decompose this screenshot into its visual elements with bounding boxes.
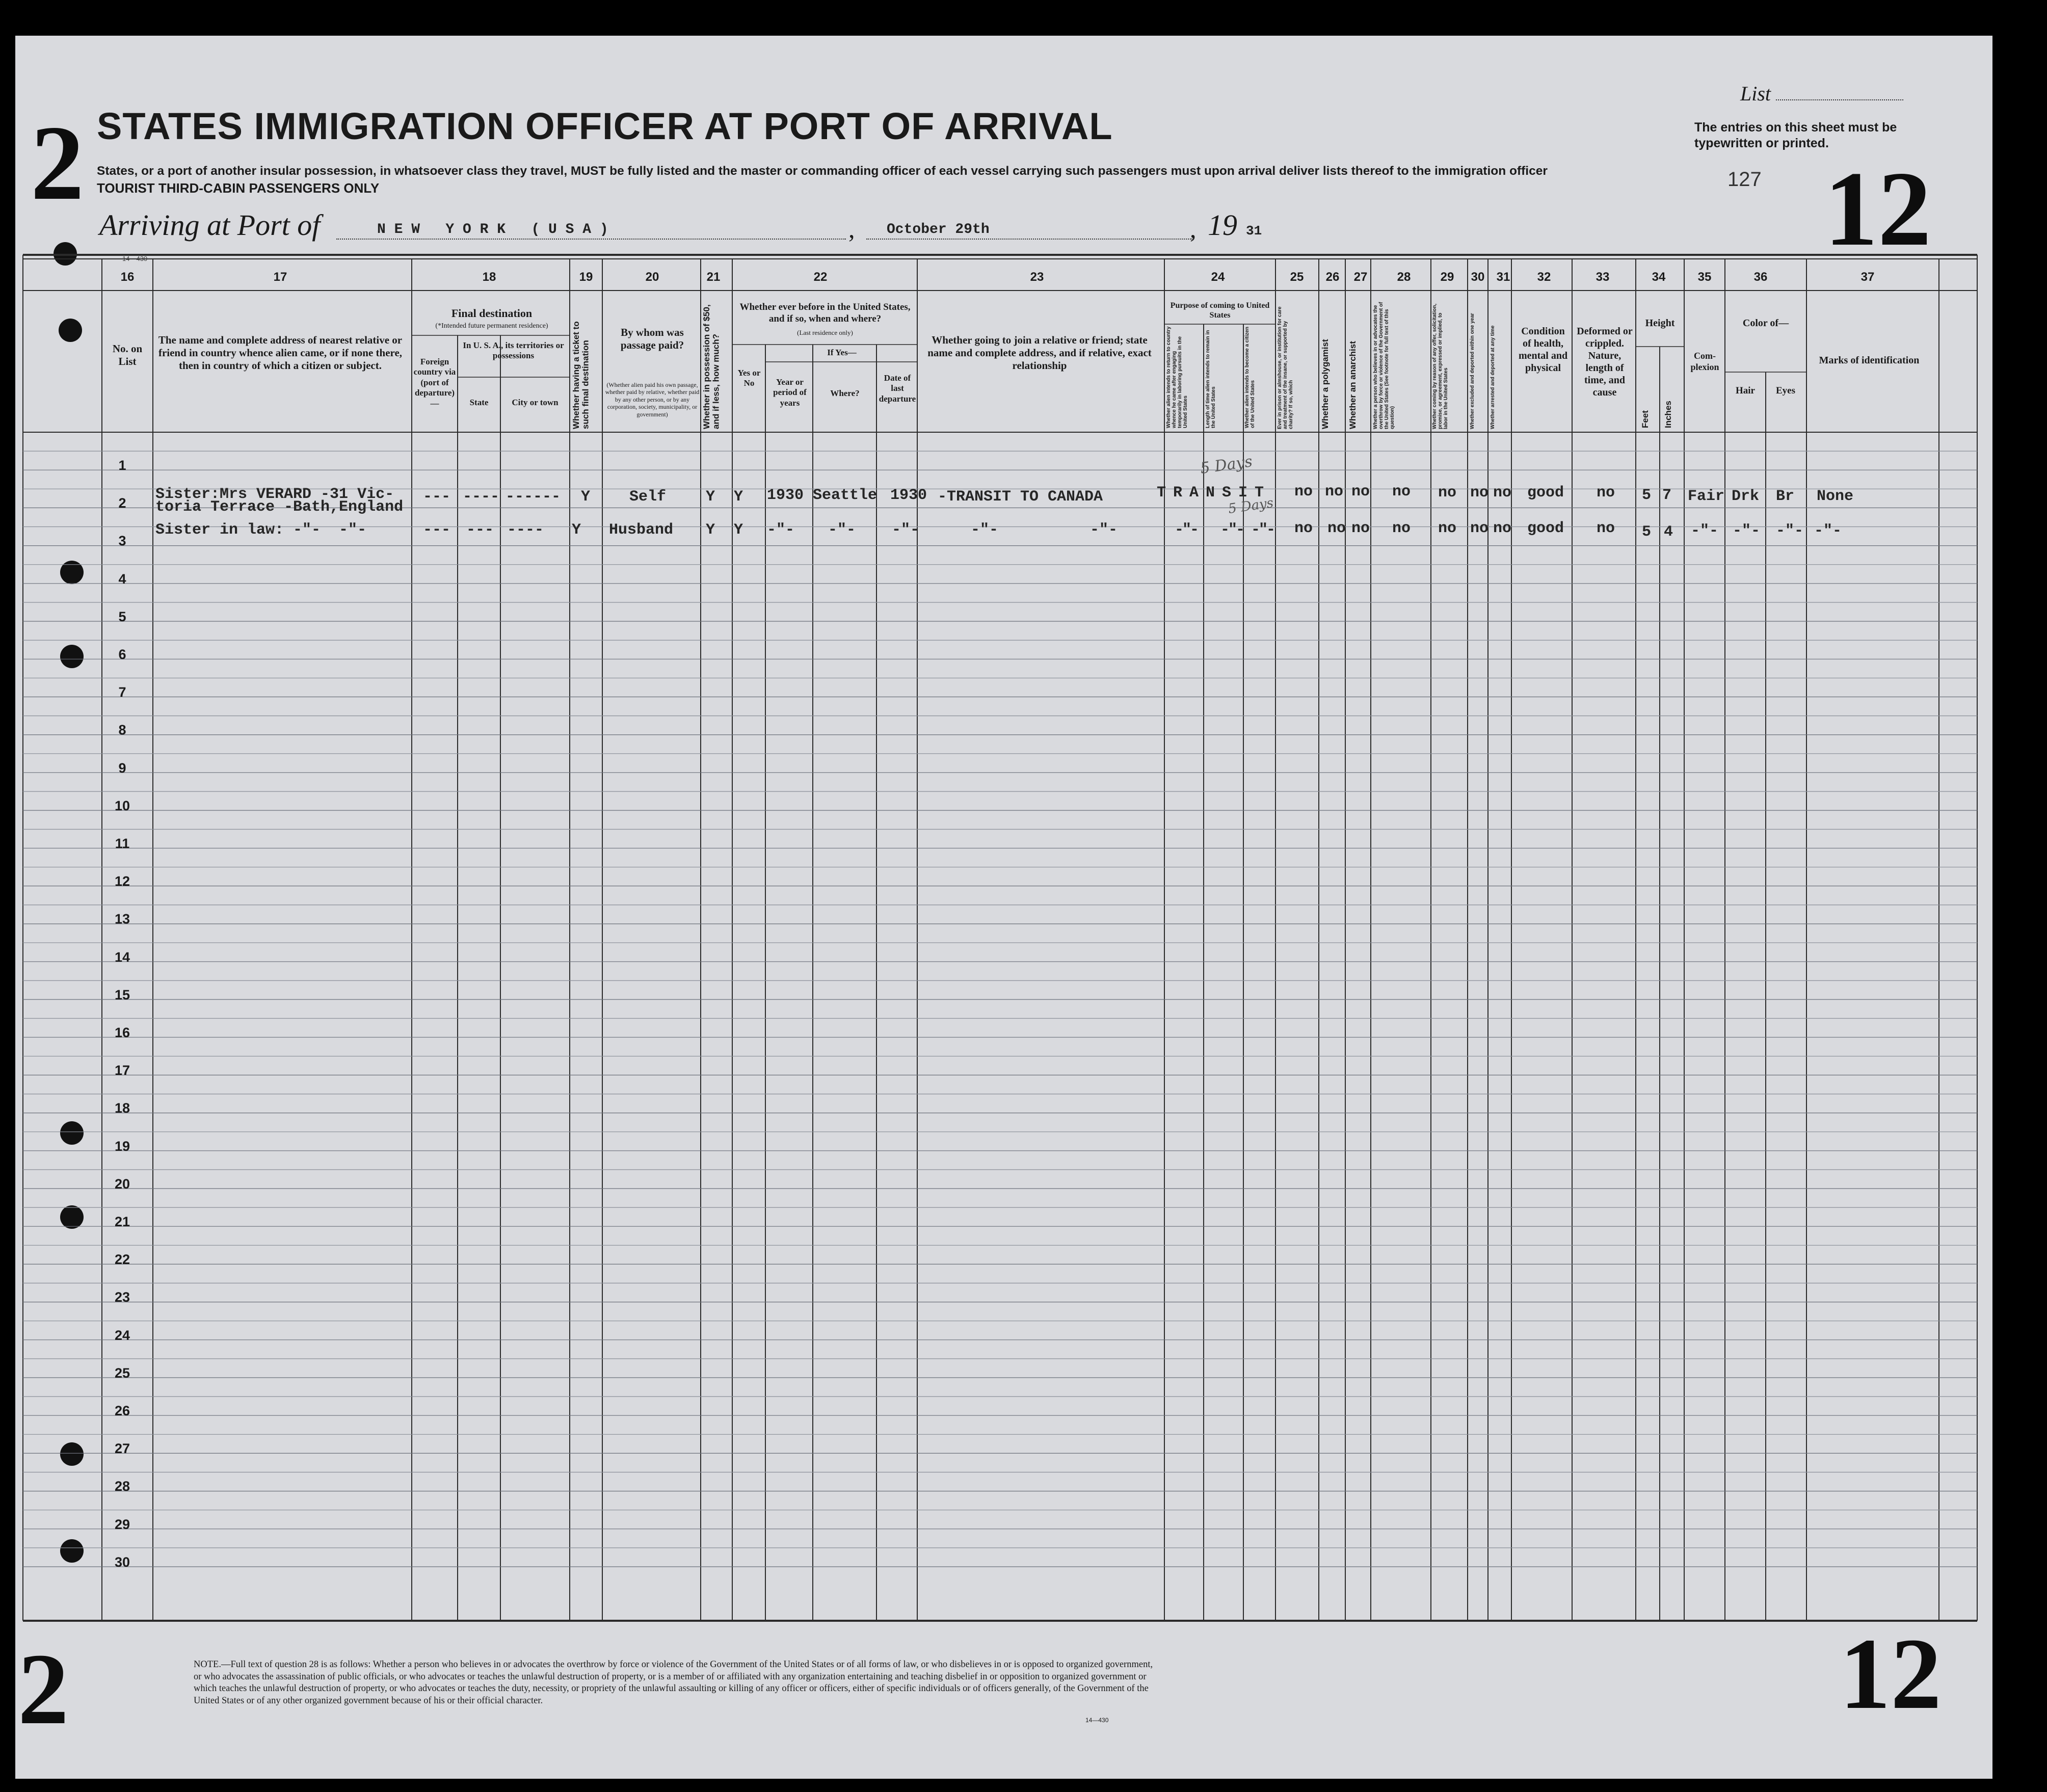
header-in-usa: In U. S. A., its territories or possessions [463, 340, 564, 361]
left-page-mark-bottom: 2 [18, 1633, 69, 1746]
header-purpose-length: Length of time alien intends to remain in the United States [1205, 330, 1216, 428]
row-number: 24 [114, 1327, 130, 1343]
col-num-21: 21 [706, 270, 721, 284]
foreign-country: --- [423, 521, 451, 539]
arrival-year-suffix: 31 [1246, 223, 1262, 239]
header-purpose-return: Whether alien intends to return to country whence he came after engaging temporarily in laboring pursuits in the United States [1166, 326, 1188, 428]
col-num-28: 28 [1397, 270, 1411, 284]
header-yes-no: Yes or No [737, 368, 761, 388]
join-relative: -TRANSIT TO CANADA [938, 488, 1103, 506]
row-number: 1 [118, 458, 126, 473]
row-number: 11 [115, 836, 130, 851]
header-anarchist: Whether an anarchist [1348, 341, 1358, 429]
polygamist: no [1327, 520, 1346, 537]
identification-marks: -"- [1814, 522, 1842, 540]
list-number: 127 [1727, 168, 1762, 191]
complexion: -"- [1691, 522, 1719, 540]
row-number: 25 [114, 1365, 130, 1381]
header-ever-before: Whether ever before in the United States, and if so, when and where? [739, 302, 911, 324]
header-if-yes: If Yes— [827, 348, 857, 357]
row-number: 30 [114, 1554, 130, 1570]
header-polygamist: Whether a polygamist [1320, 339, 1330, 429]
anarchist: no [1351, 483, 1370, 500]
header-feet: Feet [1640, 410, 1650, 428]
col-num-19: 19 [579, 270, 593, 284]
right-page-mark-bottom: 12 [1840, 1618, 1942, 1730]
health: good [1527, 520, 1564, 537]
header-deported: Whether arrested and deported at any time [1490, 325, 1496, 429]
dest-city: ---- [507, 521, 544, 539]
form-code: 14—430 [122, 255, 148, 262]
height-inches: 4 [1664, 523, 1673, 541]
right-page-mark-top: 12 [1824, 150, 1931, 268]
row-number: 27 [114, 1441, 130, 1457]
row-number: 5 [118, 609, 126, 624]
page-title: STATES IMMIGRATION OFFICER AT PORT OF ARRIVAL [97, 105, 1113, 147]
header-city: City or town [512, 398, 559, 407]
fifty-dollars: Y [706, 488, 715, 506]
header-state: State [469, 398, 489, 407]
header-final-destination: Final destination [451, 307, 533, 320]
row-number: 16 [114, 1025, 130, 1040]
row-number: 10 [114, 798, 130, 813]
row-number: 20 [114, 1176, 130, 1192]
purpose: -"- -"- -"- [1175, 521, 1274, 539]
col-num-27: 27 [1353, 270, 1368, 284]
date-departure: 1930 [890, 487, 927, 504]
dest-state: --- [466, 521, 494, 539]
header-complexion: Com-plexion [1690, 351, 1719, 372]
height-inches: 7 [1662, 487, 1672, 504]
ticket: Y [581, 488, 591, 506]
col-num-18: 18 [482, 270, 496, 284]
row-number: 17 [114, 1063, 130, 1078]
col-num-24: 24 [1211, 270, 1225, 284]
header-deformed: Deformed or crippled. Nature, length of time, and cause [1577, 326, 1633, 398]
hair-color: Drk [1732, 488, 1760, 505]
row-number: 28 [114, 1479, 130, 1494]
ever-before: Y [734, 521, 743, 539]
col-num-16: 16 [120, 270, 135, 284]
complexion: Fair [1688, 488, 1725, 505]
header-passage-paid: By whom was passage paid? [620, 326, 684, 352]
col-num-30: 30 [1471, 270, 1485, 284]
relative-address: Sister:Mrs VERARD -31 Vic- [155, 486, 394, 503]
polygamist: no [1325, 483, 1344, 500]
deformed: no [1597, 520, 1615, 537]
col-num-29: 29 [1440, 270, 1454, 284]
excluded: no [1470, 484, 1489, 502]
dest-state: ---- [463, 488, 500, 506]
header-hair: Hair [1736, 385, 1755, 396]
col-num-34: 34 [1652, 270, 1666, 284]
header-where: Where? [830, 388, 860, 398]
instruction-line: States, or a port of another insular possession, in whatsoever class they travel, MUST be fully listed and the master or commanding officer of each vessel carrying such passengers must upon arrival deliver lists thereof to the immigration officer [97, 164, 1548, 178]
header-inches: Inches [1663, 401, 1673, 428]
passenger-class: TOURIST THIRD-CABIN PASSENGERS ONLY [97, 180, 380, 196]
row-number: 26 [114, 1403, 130, 1418]
row-number: 9 [118, 760, 126, 776]
col-num-31: 31 [1496, 270, 1510, 284]
row-number: 23 [114, 1289, 130, 1305]
header-height: Height [1645, 318, 1675, 329]
relative-address: Sister in law: -"- -"- [155, 521, 367, 539]
col-num-35: 35 [1697, 270, 1712, 284]
row-number: 8 [118, 722, 126, 738]
height-feet: 5 [1642, 523, 1652, 541]
col-num-32: 32 [1537, 270, 1551, 284]
footer-code: 14—430 [1085, 1717, 1109, 1724]
col-num-25: 25 [1290, 270, 1304, 284]
fifty-dollars: Y [706, 521, 715, 539]
list-label: List [1740, 82, 1903, 106]
year-period: 1930 [767, 487, 804, 504]
passage-paid-by: Self [629, 488, 667, 506]
contract-labor: no [1438, 520, 1457, 537]
date-departure: -"- [892, 521, 920, 539]
header-prison: Ever in prison or almshouse, or institution for care and treatment of the insane, or supported by charity? If so, which [1277, 306, 1294, 429]
header-purpose: Purpose of coming to United States [1170, 301, 1270, 320]
row-number: 29 [114, 1516, 130, 1532]
col-num-22: 22 [813, 270, 828, 284]
arrival-port: N E W Y O R K ( U S A ) [377, 222, 608, 238]
join-relative: -"- -"- [971, 521, 1118, 539]
row-number: 19 [114, 1138, 130, 1154]
ever-before: Y [734, 488, 743, 506]
where-before: -"- [828, 521, 856, 539]
arriving-comma-2: , [1190, 215, 1197, 243]
header-marks: Marks of identification [1819, 355, 1920, 366]
header-passage-paid-sub: (Whether alien paid his own passage, whether paid by relative, whether paid by any other person, or by any corporation, society, municipality, or government) [605, 381, 700, 418]
deported: no [1493, 484, 1512, 502]
row-number: 18 [114, 1100, 130, 1116]
header-year-period: Year or period of years [773, 377, 807, 408]
excluded: no [1470, 520, 1489, 537]
header-contract-labor: Whether coming by reason of any offer, solicitation, promise, or agreement, expressed or implied, to labor in the United States [1432, 303, 1449, 429]
header-final-destination-sub: (*Intended future permanent residence) [435, 322, 548, 330]
relative-address-cont: toria Terrace -Bath,England [155, 498, 404, 516]
footnote: NOTE.—Full text of question 28 is as follows: Whether a person who believes in or advocates the overthrow by force or violence of the Government of the United States or of all forms of law, or who disbelieves in or is opposed to organized government, or who advocates the assassination of public officials, or who advocates or teaches the unlawful destruction of property, or is a member of or affiliated with any organization entertaining and teaching disbelief in or opposition to organized government or which teaches the unlawful destruction of property, or who advocates or teaches the duty, necessity, or propriety of the unlawful assaulting or killing of any officer or officers, either of specific individuals or of officers generally, of the Government of the United States or of any other organized government because of his or their official character. [194, 1659, 1153, 1706]
header-overthrow: Whether a person who believes in or advocates the overthrow by force or violence of the Government of the United States (See footnote for full text of this question) [1373, 302, 1395, 429]
header-no-on-list: No. on List [112, 342, 143, 368]
arriving-label: Arriving at Port of [99, 208, 321, 242]
instruction-right: The entries on this sheet must be typewritten or printed. [1694, 120, 1897, 151]
foreign-country: --- [423, 488, 451, 506]
contract-labor: no [1438, 484, 1457, 502]
identification-marks: None [1817, 488, 1854, 505]
header-last-residence: (Last residence only) [797, 329, 853, 336]
row-number: 7 [118, 684, 126, 700]
hair-color: -"- [1733, 522, 1761, 540]
arrival-date: October 29th [887, 222, 990, 238]
header-health: Condition of health, mental and physical [1518, 326, 1568, 374]
row-number: 21 [114, 1214, 130, 1229]
row-number: 3 [118, 533, 126, 549]
arriving-comma: , [848, 215, 855, 243]
col-num-33: 33 [1596, 270, 1610, 284]
health: good [1527, 484, 1564, 502]
deformed: no [1597, 484, 1615, 502]
row-number: 12 [114, 874, 130, 889]
col-num-20: 20 [645, 270, 659, 284]
header-date-last-departure: Date of last departure [879, 373, 916, 404]
col-num-17: 17 [273, 270, 287, 284]
row-number: 4 [118, 571, 126, 587]
prison: no [1294, 483, 1313, 500]
overthrow: no [1392, 520, 1411, 537]
eye-color: Br [1776, 488, 1795, 505]
row-number: 13 [114, 911, 130, 927]
header-nearest-relative: The name and complete address of nearest relative or friend in country whence alien came, or if none there, then in country of which a citizen or subject. [158, 334, 403, 372]
row-number: 15 [114, 987, 130, 1003]
row-number: 6 [118, 647, 126, 662]
header-excluded: Whether excluded and deported within one year [1470, 313, 1475, 429]
left-page-mark-top: 2 [31, 104, 84, 222]
row-number: 2 [118, 495, 126, 511]
prison: no [1294, 520, 1313, 537]
height-feet: 5 [1642, 487, 1652, 504]
col-num-37: 37 [1860, 270, 1875, 284]
year-period: -"- [767, 521, 795, 539]
row-number: 22 [114, 1252, 130, 1268]
purpose: T R A N S I T [1157, 484, 1263, 502]
header-eyes: Eyes [1776, 385, 1795, 396]
header-join-relative: Whether going to join a relative or friend; state name and complete address, and if relative, exact relationship [927, 334, 1152, 372]
where-before: Seattle [813, 487, 878, 504]
header-foreign-country: Foreign country via (port of departure)— [413, 357, 456, 408]
header-fifty-dollars: Whether in possession of $50, and if less, how much? [702, 304, 721, 429]
ticket: Y [572, 521, 581, 539]
handwritten-length: 5 Days [1227, 495, 1274, 517]
anarchist: no [1351, 520, 1370, 537]
dest-city: ------ [506, 488, 561, 506]
col-num-26: 26 [1325, 270, 1340, 284]
col-num-36: 36 [1753, 270, 1768, 284]
deported: no [1493, 520, 1512, 537]
handwritten-length: 5 Days [1199, 453, 1254, 478]
arrival-year-prefix: 19 [1208, 208, 1237, 242]
passage-paid-by: Husband [609, 521, 674, 539]
header-ticket: Whether having a ticket to such final destination [571, 321, 591, 429]
col-num-23: 23 [1030, 270, 1044, 284]
row-number: 14 [114, 949, 130, 965]
eye-color: -"- [1776, 522, 1804, 540]
overthrow: no [1392, 483, 1411, 500]
header-purpose-citizen: Whether alien intends to become a citizen of the United States [1244, 327, 1256, 428]
header-color-of: Color of— [1742, 318, 1789, 329]
